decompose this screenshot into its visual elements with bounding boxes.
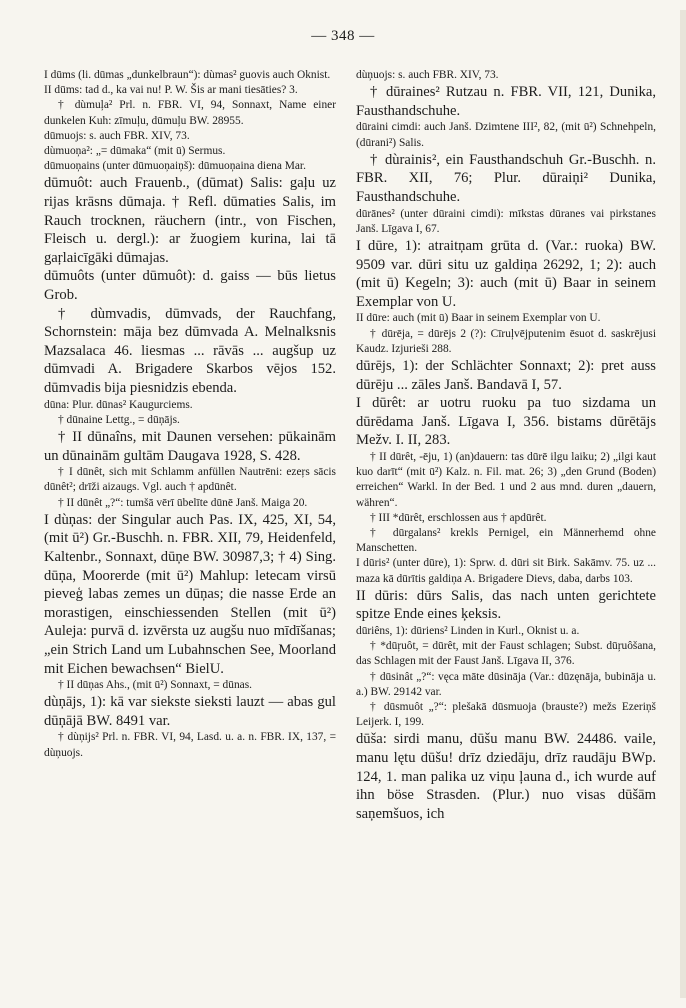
dictionary-entry: II dūris: dūrs Salis, das nach unten gerichtete spitze Ende eines ķeksis. xyxy=(356,587,656,623)
dictionary-entry: dūraini cimdi: auch Janš. Dzimtene III², 82, (mit ū²) Schnehpeln, (dūrani²) Salis. xyxy=(356,121,656,149)
dictionary-entry: I dūms (li. dūmas „dunkelbraun“): dùmas² guovis auch Oknist. xyxy=(44,69,331,81)
dictionary-entry: † I dūnêt, sich mit Schlamm anfüllen Nautrēni: ezeŗs sācis dūnêt²; drīži aizaugs. Vgl. auch † apdūnêt. xyxy=(44,466,336,494)
page-edge-shadow xyxy=(680,10,686,998)
dictionary-entry: † dūraines² Rutzau n. FBR. VII, 121, Dunika, Fausthandschuhe. xyxy=(356,84,656,119)
dictionary-entry: I dūris² (unter dūre), 1): Sprw. d. dūri sit Birk. Sakāmv. 75. uz ... maza kā dūrītis galdiņa A. Brigadere Dievs, daba, darbs 103. xyxy=(356,557,656,585)
dictionary-entry: I dùņas: der Singular auch Pas. IX, 425, XI, 54, (mit ū²) Gr.-Buschh. n. FBR. XII, 79, Heidenfeld, Kaltenbr., Sonnaxt, dūņe BW. 30987,3; † 4) Sing. dūņa, Moorerde (mit ū²) Mahlup: letecam virsū pieveģ labas zemes un dūņas; die nasse Erde an morastigen, einschiessenden Stellen (mit ū²) Auleja: purvā d. izvērsta uz augšu nuo mīdīšanas; „ein Strich Land um Lubahnschen See, Moorland mit Eichen bewachsen“ BielU. xyxy=(44,511,336,677)
dictionary-entry: dūna: Plur. dūnas² Kaugurciems. xyxy=(44,398,193,411)
dictionary-entry: † dùmuļa² Prl. n. FBR. VI, 94, Sonnaxt, Name einer dunkelen Kuh: zīmuļu, dūmuļu BW. 28955. xyxy=(44,99,336,127)
right-column xyxy=(356,68,656,823)
dictionary-entry: I dūre, 1): atraitņam grūta d. (Var.: ruoka) BW. 9509 var. dūri situ uz galdiņa 26292, 1; 2): auch (mit ū) Kegeln; 3): auch (mit ū) Baar in seinem Exemplar von U. xyxy=(356,237,656,310)
page-number: — 348 — xyxy=(311,28,375,44)
dictionary-entry: † dūsinât „?“: vęca māte dūsināja (Var.: dūzęnāja, bubināja u. a.) BW. 29142 var. xyxy=(356,670,656,698)
dictionary-entry: † III *dūrêt, erschlossen aus † apdūrêt. xyxy=(370,511,547,524)
dictionary-entry: II dūms: tad d., ka vai nu! P. W. Šis ar mani tiesāties? 3. xyxy=(44,84,298,97)
dictionary-entry: † II dūņas Ahs., (mit ū²) Sonnaxt, = dūnas. xyxy=(58,679,252,692)
dictionary-entry: † dùmvadis, dūmvads, der Rauchfang, Schornstein: māja bez dūmvada A. Melnalksnis Mazsalaca 46. liesmas ... rāvās ... augšup uz dūmvadi A. Brigadere Skarbos vējos 152. dūmvadis bija piesnidzis ebenda. xyxy=(44,305,336,396)
dictionary-entry: dūmuôt: auch Frauenb., (dūmat) Salis: gaļu uz rijas krāsns dūmaja. † Refl. dūmaties Salis, im Rauch trocknen, räuchern (intr., von Fischen, Fleisch u. dergl.): ar žuogiem kurina, lai tā gaŗlaicīgāki dūmajas. xyxy=(44,175,336,266)
dictionary-entry: † dùrainis², ein Fausthandschuh Gr.-Buschh. n. FBR. XII, 76; Plur. dūraiņi² Dunika, Fausthandschuhe. xyxy=(356,151,656,205)
dictionary-entry: dūrējs, 1): der Schlächter Sonnaxt; 2): pret auss dūrēju ... zāles Janš. Bandavā I, 57. xyxy=(356,357,656,393)
dictionary-entry: dūrānes² (unter dūraini cimdi): mīkstas dūranes vai pirkstanes Janš. Līgava I, 67. xyxy=(356,207,656,235)
dictionary-entry: dūmuôts (unter dūmuôt): d. gaiss — būs lietus Grob. xyxy=(44,268,336,303)
dictionary-entry: dūša: sirdi manu, dūšu manu BW. 24486. vaile, manu lętu dūšu! drīz dziedāju, drīz raudāju BWp. 124, 1. man palika uz viņu ļauna d., ich wurde auf ihn böse Strasden. (Plur.) nuo visas dūšām saņemšuos, ich xyxy=(356,731,656,822)
dictionary-entry: † dūsmuôt „?“: plešakā dūsmuoja (brauste?) mežs Ezeriņš Leijerk. I, 199. xyxy=(356,700,656,729)
dictionary-entry: I dūrêt: ar uotru ruoku pa tuo sizdama un dūrēdama Janš. Līgava I, 356. bistams dūrētājs Mežv. I. II, 283. xyxy=(356,395,656,449)
dictionary-entry: † II dūnaîns, mit Daunen versehen: pūkainām un dūnainām gultām Daugava 1928, S. 428. xyxy=(44,428,336,464)
dictionary-entry: dùņuojs: s. auch FBR. XIV, 73. xyxy=(356,69,499,81)
dictionary-entry: † *dūŗuôt, = dūrêt, mit der Faust schlagen; Subst. dūŗuôšana, das Schlagen mit der Faust Janš. Līgava II, 376. xyxy=(356,640,656,668)
dictionary-entry: † dūrēja, = dūrējs 2 (?): Cīruļvējputenim ēsuot d. saskrējusi Kaudz. Izjurieši 288. xyxy=(356,327,656,355)
dictionary-entry: dùņājs, 1): kā var siekste sieksti lauzt — abas gul dūņājā BW. 8491 var. xyxy=(44,694,336,729)
dictionary-entry: † dūnaine Lettg., = dūņājs. xyxy=(58,413,180,426)
dictionary-entry: dùmuoņa²: „= dūmaka“ (mit ū) Sermus. xyxy=(44,145,226,158)
dictionary-entry: dūriêns, 1): dūriens² Linden in Kurl., Oknist u. a. xyxy=(356,624,580,637)
dictionary-entry: † dūrgalans² krekls Pernigel, ein Männerhemd ohne Manschetten. xyxy=(356,526,656,555)
dictionary-entry: dūmuojs: s. auch FBR. XIV, 73. xyxy=(44,129,190,142)
dictionary-entry: II dūre: auch (mit ū) Baar in seinem Exemplar von U. xyxy=(356,312,601,325)
dictionary-entry: † dùņijs² Prl. n. FBR. VI, 94, Lasd. u. a. n. FBR. IX, 137, = dùņuojs. xyxy=(44,731,336,759)
dictionary-entry: dūmuoņains (unter dūmuoņaiņš): dūmuoņaina diena Mar. xyxy=(44,160,306,173)
dictionary-entry: † II dūnêt „?“: tumšā vērī ūbelīte dūnē Janš. Maiga 20. xyxy=(58,496,308,509)
left-column xyxy=(44,68,336,761)
dictionary-entry: † II dūrêt, -ēju, 1) (an)dauern: tas dūrē ilgu laiku; 2) „ilgi kaut kuo darīt“ (mit ū²) Kalz. n. Fil. mat. 26; 3) „den Grund (Boden) erreichen“ Warkl. In der Bed. 1 und 2 aus mnd. duren „dauern, währen“. xyxy=(356,450,656,509)
